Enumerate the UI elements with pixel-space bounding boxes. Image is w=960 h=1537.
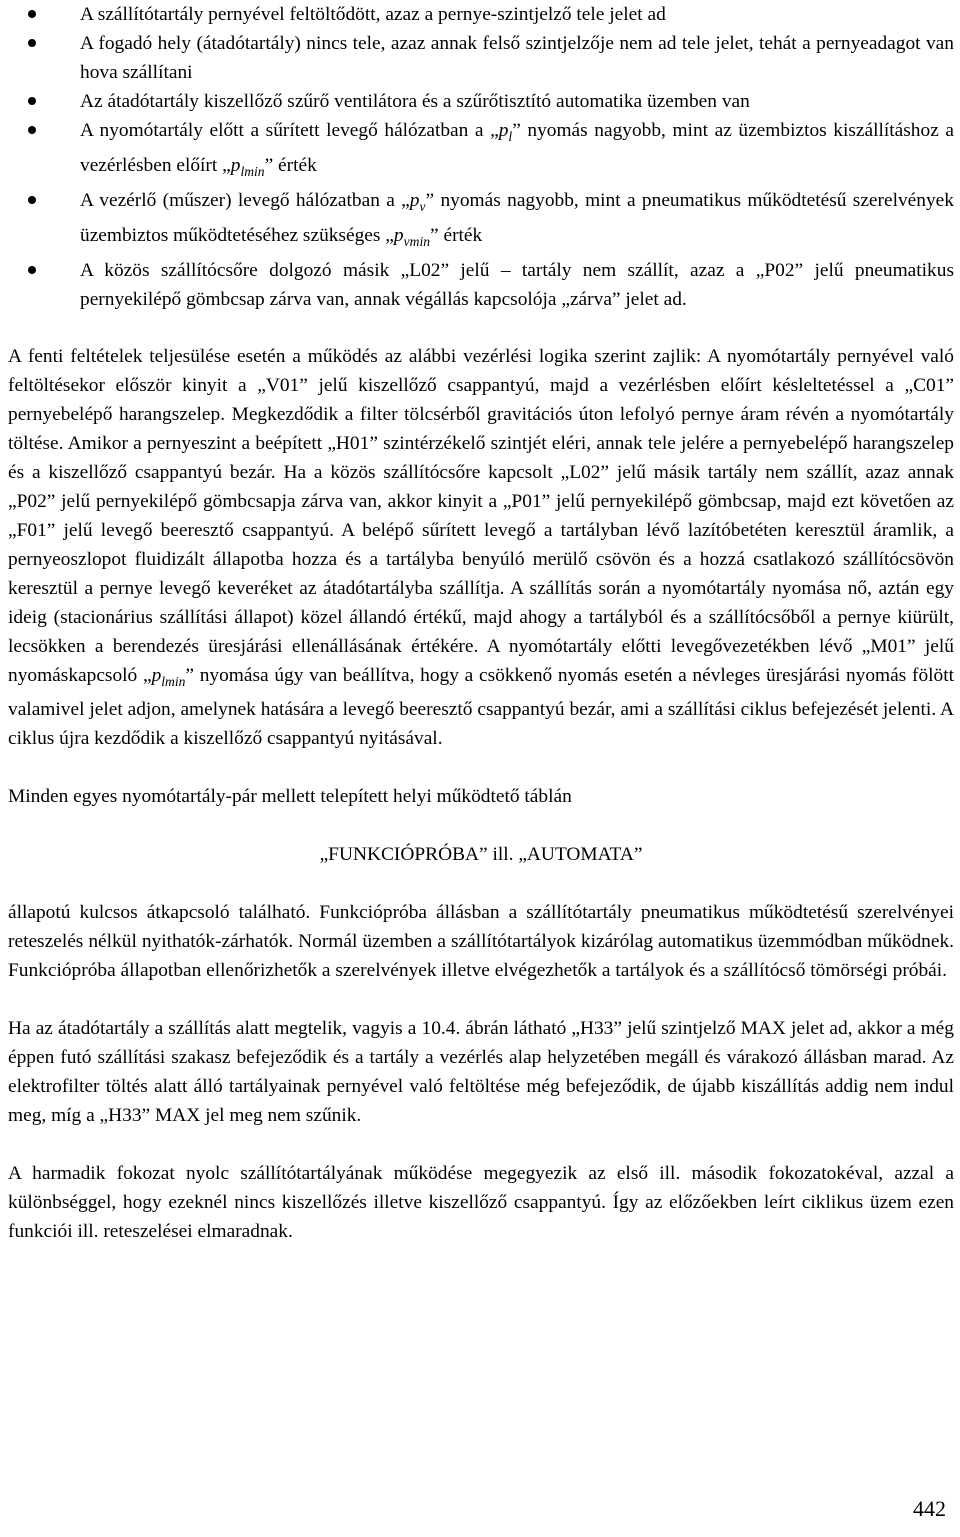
list-item: Az átadótartály kiszellőző szűrő ventilátora és a szűrőtisztító automatika üzemben van: [8, 87, 954, 116]
list-item: A közös szállítócsőre dolgozó másik „L02” jelű – tartály nem szállít, azaz a „P02” jelű pneumatikus pernyekilépő gömbcsap zárva van, annak végállás kapcsolója „zárva” jelet ad.: [8, 256, 954, 314]
list-item: A szállítótartály pernyével feltöltődött, azaz a pernye-szintjelző tele jelet ad: [8, 0, 954, 29]
mode-names: „FUNKCIÓPRÓBA” ill. „AUTOMATA”: [319, 844, 643, 866]
body-paragraph: állapotú kulcsos átkapcsoló található. Funkciópróba állásban a szállítótartály pneumatikus működtetésű szerelvényei reteszelés nélkül nyithatók-zárhatók. Normál üzemben a szállítótartályok kizárólag automatikus üzemmódban működnek. Funkciópróba állapotban ellenőrizhetők a szerelvények illetve elvégezhetők a tartályok és a szállítócső tömörségi próbái.: [8, 902, 954, 982]
pressure-symbol: $p_l$: [498, 120, 513, 144]
body-paragraph: A harmadik fokozat nyolc szállítótartályának működése megegyezik az első ill. második fokozatokéval, azzal a különbséggel, hogy ezeknél nincs kiszellőzés illetve kiszellőző csappantyú. Így az előzőekben leírt ciklikus üzem ezen funkciói ill. reteszelései elmaradnak.: [8, 1163, 954, 1243]
list-item-text: ” nyomás nagyobb, mint az üzembiztos kiszállításhoz a vezérlésben előírt „: [80, 120, 954, 176]
body-paragraph: Minden egyes nyomótartály-pár mellett telepített helyi működtető táblán: [8, 786, 572, 808]
body-paragraph: A fenti feltételek teljesülése esetén a működés az alábbi vezérlési logika szerint zajlik: A nyomótartály pernyével való feltöltésekor először kinyit a „V01” jelű kiszellőző csappantyú, majd a vezérlésben előírt késleltetéssel a „C01” pernyebelépő harangszelep. Megkezdődik a filter tölcsérből gravitációs úton lefolyó pernye áram révén a nyomótartály töltése. Amikor a pernyeszint a beépített „H01” szintérzékelő szintjét eléri, annak tele jelére a pernyebelépő harangszelep és a kiszellőző csappantyú bezár. Ha a közös szállítócsőre kapcsolt „L02” jelű másik tartály nem szállít, azaz annak „P02” jelű pernyekilépő gömbcsapja zárva van, akkor kinyit a „P01” jelű pernyekilépő gömbcsap, majd ezt követően az „F01” jelű levegő beeresztő csappantyú. A belépő sűrített levegő a tartályban lévő lazítóbetéten keresztül áramlik, a pernyeoszlopot fluidizált állapotba hozza és a tartályba benyúló merülő csövön és a hozzá csatlakozó szállítócsövön keresztül a pernye levegő keveréket az átadótartályba szállítja. A szállítás során a nyomótartály nyomása nő, aztán egy ideig (stacionárius szállítási állapot) közel állandó értékű, majd ahogy a tartályból és a szállítócsőből a pernye kiürült, lecsökken a berendezés üresjárási ellenállásának értékére. A nyomótartály előtti levegővezetékben lévő „M01” jelű nyomáskapcsoló $„p_{lmin}$” nyomása úgy van beállítva, hogy a csökkenő nyomás esetén a névleges üresjárási nyomás fölött valamivel jelet adjon, amelynek hatására a levegő beeresztő csappantyú bezár, ami a szállítási ciklus befejezését jelenti. A ciklus újra kezdődik a kiszellőző csappantyú nyitásával.: [8, 345, 954, 750]
pressure-symbol: $p_{vmin}$: [393, 224, 431, 249]
conditions-list: [8, 0, 954, 314]
pressure-symbol: $p_{lmin}$: [230, 154, 265, 179]
pressure-symbol: $p_v$: [409, 189, 426, 214]
body-paragraph: Ha az átadótartály a szállítás alatt megtelik, vagyis a 10.4. ábrán látható „H33” jelű szintjelző MAX jelet ad, akkor a még éppen futó szállítási szakasz befejeződik és a tartály a vezérlés alap helyzetében megáll és várakozó állásban marad. Az elektrofilter töltés alatt álló tartályainak pernyével való feltöltése még befejeződik, de újabb kiszállítás addig nem indul meg, míg a „H33” MAX jel meg nem szűnik.: [8, 1018, 954, 1127]
list-item: A fogadó hely (átadótartály) nincs tele, azaz annak felső szintjelzője nem ad tele jelet, tehát a pernyeadagot van hova szállítani: [8, 29, 954, 87]
list-item-text: A nyomótartály előtt a sűrített levegő hálózatban a „: [80, 120, 499, 141]
document-page: [8, 0, 954, 1246]
list-item-text: ” érték: [264, 154, 317, 176]
list-item: [8, 116, 954, 186]
list-item-text: A vezérlő (műszer) levegő hálózatban a „: [80, 189, 410, 211]
list-item-text: ” érték: [430, 224, 483, 246]
list-item: [8, 186, 954, 256]
pressure-symbol: $p_{lmin}$: [151, 664, 186, 689]
page-number: 442: [913, 1496, 946, 1521]
list-item-text: ” nyomás nagyobb, mint a pneumatikus működtetésű szerelvények üzembiztos működtetéséhez szükséges „: [80, 189, 954, 246]
